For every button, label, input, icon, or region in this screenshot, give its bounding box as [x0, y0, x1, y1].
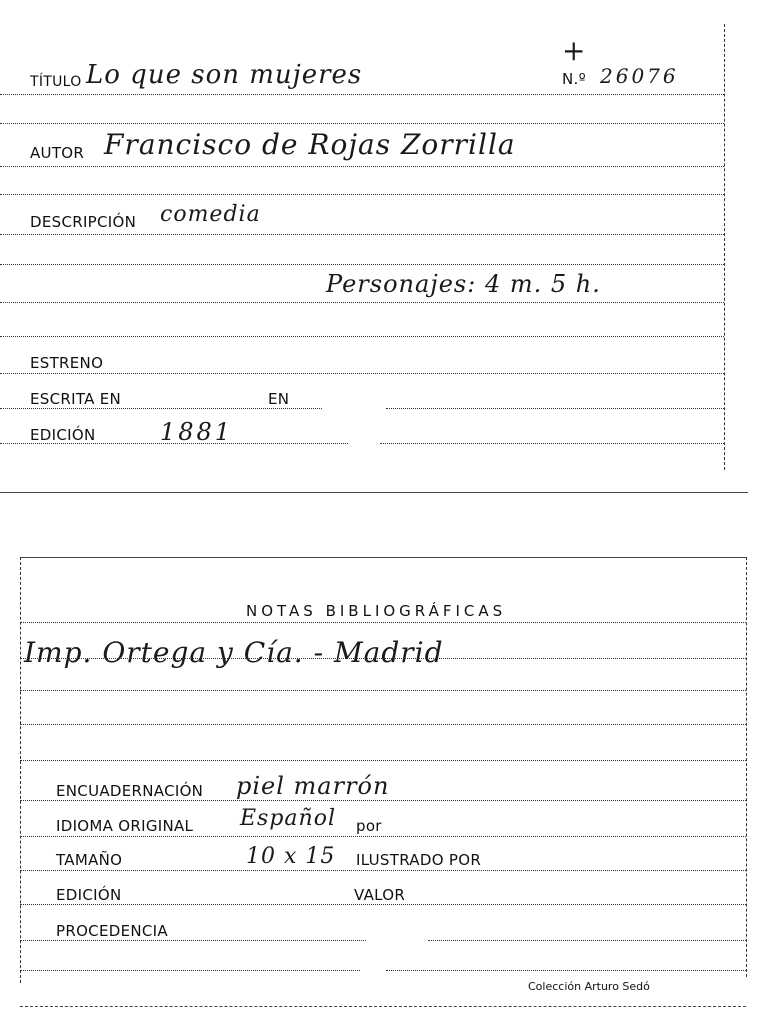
bottom-card-right-border [746, 557, 747, 977]
procedencia-line [20, 940, 366, 941]
procedencia-line-right [428, 940, 746, 941]
procedencia-line-2 [20, 970, 360, 971]
encuadernacion-value: piel marrón [236, 772, 390, 800]
notas-line-5 [20, 760, 746, 761]
edicion-b-line [20, 904, 746, 905]
autor-line-2 [0, 194, 724, 195]
tamano-line [20, 870, 746, 871]
notas-line-4 [20, 724, 746, 725]
estreno-label: ESTRENO [30, 354, 104, 372]
encuadernacion-line [20, 800, 746, 801]
tamano-label: TAMAÑO [56, 851, 123, 869]
bottom-card-bottom-border [20, 1006, 746, 1007]
titulo-line-2 [0, 123, 724, 124]
idioma-value: Español [240, 806, 336, 831]
edicion-label: EDICIÓN [30, 426, 96, 444]
descripcion-line-3 [0, 302, 724, 303]
notas-line-3 [20, 690, 746, 691]
procedencia-line-2-right [386, 970, 746, 971]
edicion-line-right [380, 443, 724, 444]
escrita-en-line [0, 408, 322, 409]
notas-line-2 [20, 658, 746, 659]
escrita-en-label: ESCRITA EN [30, 390, 122, 408]
encuadernacion-label: ENCUADERNACIÓN [56, 782, 204, 800]
numero-mark: + [562, 34, 587, 67]
top-card-divider [0, 492, 748, 493]
bottom-card-left-border [20, 557, 21, 983]
titulo-value: Lo que son mujeres [86, 60, 363, 90]
autor-line [0, 166, 724, 167]
notas-line-1 [20, 622, 746, 623]
numero-value: 26076 [600, 64, 679, 88]
coleccion-footer: Colección Arturo Sedó [528, 980, 650, 993]
por-label: por [356, 817, 382, 835]
edicion-value: 1881 [160, 418, 234, 446]
titulo-label: TÍTULO [30, 74, 82, 90]
descripcion-label: DESCRIPCIÓN [30, 213, 137, 231]
top-card-right-border [724, 24, 725, 470]
edicion-b-label: EDICIÓN [56, 886, 122, 904]
escrita-en-line-right [386, 408, 724, 409]
notas-value: Imp. Ortega y Cía. - Madrid [24, 636, 444, 669]
idioma-label: IDIOMA ORIGINAL [56, 817, 194, 835]
titulo-line [0, 94, 724, 95]
valor-label: VALOR [354, 886, 406, 904]
descripcion-line-2 [0, 264, 724, 265]
estreno-line [0, 373, 724, 374]
bottom-card-top-border [20, 557, 746, 558]
idioma-line [20, 836, 746, 837]
descripcion-line [0, 234, 724, 235]
procedencia-label: PROCEDENCIA [56, 922, 168, 940]
descripcion-value: comedia [160, 202, 261, 227]
notas-heading: NOTAS BIBLIOGRÁFICAS [246, 602, 507, 620]
personajes-note: Personajes: 4 m. 5 h. [326, 270, 601, 298]
ilustrado-label: ILUSTRADO POR [356, 851, 482, 869]
edicion-line [0, 443, 348, 444]
autor-value: Francisco de Rojas Zorrilla [104, 128, 516, 161]
numero-label: N.º [562, 70, 586, 88]
en-label: EN [268, 390, 290, 408]
tamano-value: 10 x 15 [246, 844, 336, 869]
descripcion-line-4 [0, 336, 724, 337]
autor-label: AUTOR [30, 144, 85, 162]
